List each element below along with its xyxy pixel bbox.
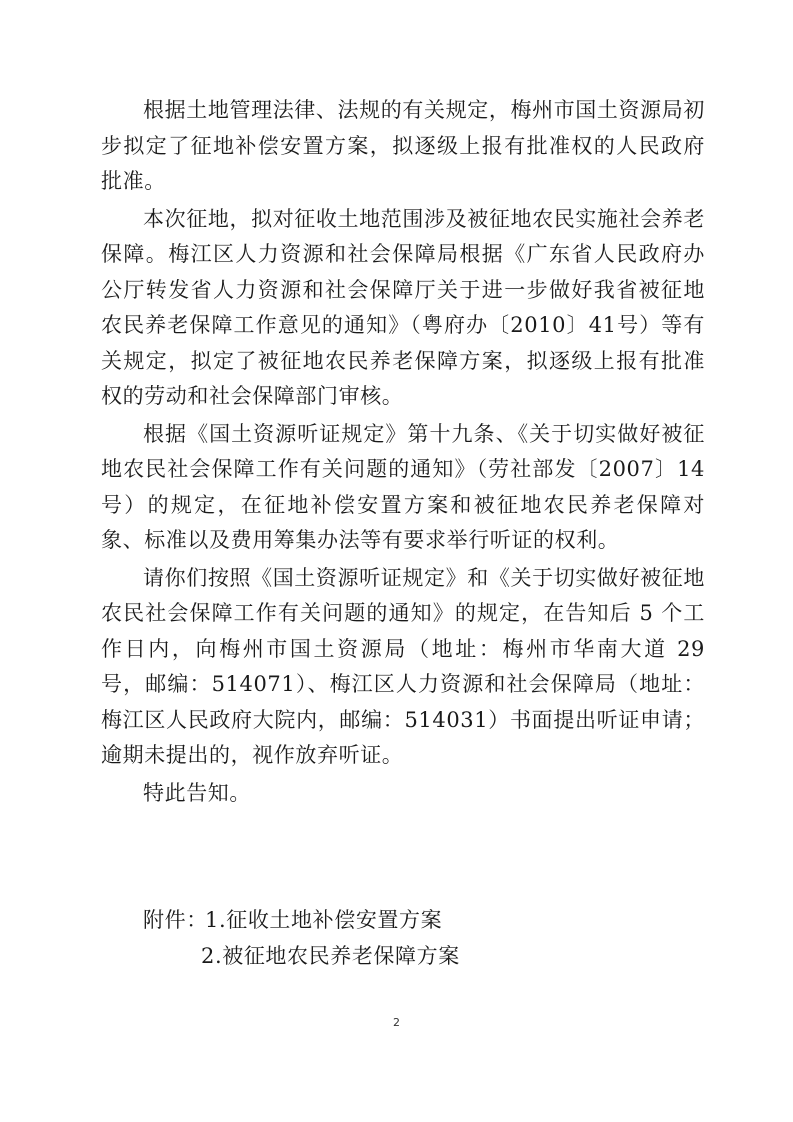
attachment-row-1 [143,902,460,938]
attachments-list [143,902,460,974]
attachments-label: 附件： [143,908,208,932]
attachment-item: 1.征收土地补偿安置方案 [205,908,443,932]
page-number: 2 [393,1016,400,1029]
paragraph-hearing-rights: 根据《国土资源听证规定》第十九条、《关于切实做好被征地农民社会保障工作有关问题的通知》（劳社部发〔2007〕14 号）的规定，在征地补偿安置方案和被征地农民养老保障对象、标准以及费用筹集办法等有要求举行听证的权利。 [101,421,705,552]
document-body [101,93,705,832]
attachment-row-2 [143,938,460,974]
paragraph-hearing-application: 请你们按照《国土资源听证规定》和《关于切实做好被征地农民社会保障工作有关问题的通知》的规定，在告知后 5 个工作日内，向梅州市国土资源局（地址：梅州市华南大道 29 号，邮编：514071）、梅江区人力资源和社会保障局（地址：梅江区人民政府大院内，邮编：514031）书面提出听证申请；逾期未提出的，视作放弃听证。 [101,565,705,767]
paragraph-pension-security: 本次征地，拟对征收土地范围涉及被征地农民实施社会养老保障。梅江区人力资源和社会保障局根据《广东省人民政府办公厅转发省人力资源和社会保障厅关于进一步做好我省被征地农民养老保障工作意见的通知》（粤府办〔2010〕41号）等有关规定，拟定了被征地农民养老保障方案，拟逐级上报有批准权的劳动和社会保障部门审核。 [101,206,705,408]
attachment-item: 2.被征地农民养老保障方案 [201,944,460,968]
paragraph-preliminary-plan: 根据土地管理法律、法规的有关规定，梅州市国土资源局初步拟定了征地补偿安置方案，拟逐级上报有批准权的人民政府批准。 [101,98,705,193]
sign-off: 特此告知。 [143,780,251,805]
